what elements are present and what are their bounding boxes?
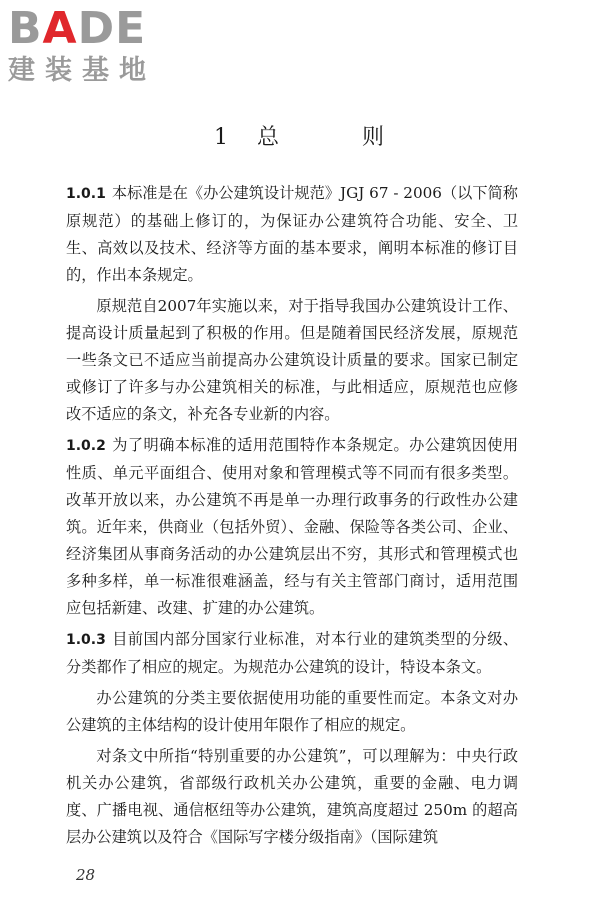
clause-text: 目前国内部分国家行业标准，对本行业的建筑类型的分级、分类都作了相应的规定。为规范办公建筑的设计，特设本条文。 bbox=[66, 630, 518, 676]
clause-1-0-1-explanation: 原规范自2007年实施以来，对于指导我国办公建筑设计工作、提高设计质量起到了积极的作用。但是随着国民经济发展，原规范一些条文已不适应当前提高办公建筑设计质量的要求。国家已制定或修订了许多与办公建筑相关的标准，与此相适应，原规范也应修改不适应的条文，补充各专业新的内容。 bbox=[66, 297, 518, 423]
paragraph-important-buildings: 对条文中所指“特别重要的办公建筑”，可以理解为：中央行政机关办公建筑，省部级行政机关办公建筑，重要的金融、电力调度、广播电视、通信枢纽等办公建筑，建筑高度超过 250m 的超高层办公建筑以及符合《国际写字楼分级指南》（国际建筑 bbox=[66, 747, 518, 846]
clause-number: 1.0.3 bbox=[66, 632, 106, 648]
logo-accent-letter: A bbox=[42, 3, 78, 54]
page-number: 28 bbox=[76, 866, 96, 884]
logo-wordmark: BADE bbox=[8, 3, 147, 54]
clause-1-0-1 bbox=[66, 180, 518, 289]
paragraph-classification: 办公建筑的分类主要依据使用功能的重要性而定。本条文对办公建筑的主体结构的设计使用年限作了相应的规定。 bbox=[66, 689, 518, 734]
clause-text: 为了明确本标准的适用范围特作本条规定。办公建筑因使用性质、单元平面组合、使用对象和管理模式等不同而有很多类型。改革开放以来，办公建筑不再是单一办理行政事务的行政性办公建筑。近年来，供商业（包括外贸）、金融、保险等各类公司、企业、经济集团从事商务活动的办公建筑层出不穷，其形式和管理模式也多种多样，单一标准很难涵盖，经与有关主管部门商讨，适用范围应包括新建、改建、扩建的办公建筑。 bbox=[66, 436, 518, 617]
logo-tagline: 建装基地 bbox=[8, 55, 156, 86]
document-body bbox=[66, 180, 518, 855]
clause-number: 1.0.1 bbox=[66, 186, 106, 202]
clause-1-0-3 bbox=[66, 626, 518, 681]
clause-1-0-2 bbox=[66, 432, 518, 622]
clause-text: 本标准是在《办公建筑设计规范》JGJ 67 - 2006（以下简称原规范）的基础上修订的，为保证办公建筑符合功能、安全、卫生、高效以及技术、经济等方面的基本要求，阐明本标准的修订目的，作出本条规定。 bbox=[66, 184, 518, 284]
clause-number: 1.0.2 bbox=[66, 438, 106, 454]
chapter-title: 1 总 则 bbox=[214, 125, 386, 150]
bade-logo bbox=[8, 3, 178, 88]
